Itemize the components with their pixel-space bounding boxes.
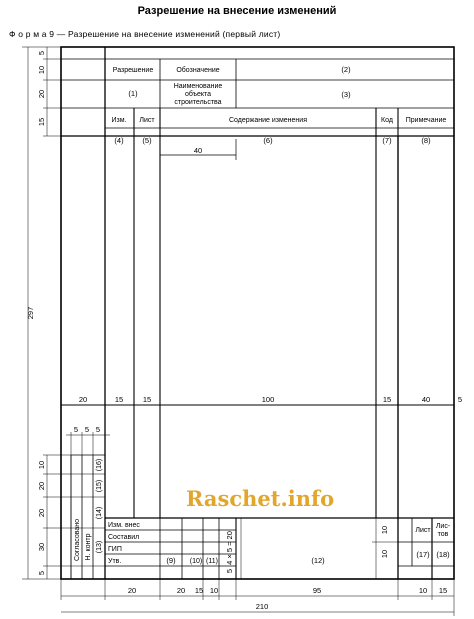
col-note: Примечание: [405, 117, 447, 124]
dim-bottom-15b: 15: [438, 586, 448, 595]
dim-col-20: 20: [78, 395, 88, 404]
stamp-sheets-l1: Лис-: [435, 523, 451, 530]
stamp-issued: Изм. внес: [108, 522, 140, 529]
dim-col-15b: 15: [142, 395, 152, 404]
dim-top-15: 15: [37, 117, 46, 127]
permit-label: Разрешение: [112, 67, 154, 74]
field-12: (12): [311, 556, 325, 565]
dim-top-20: 20: [37, 89, 46, 99]
col-code: Код: [381, 117, 393, 124]
stamp-sheets-l2: тов: [437, 531, 449, 538]
dim-bottom-15: 15: [194, 586, 204, 595]
stamp-sheet: Лист: [415, 527, 431, 534]
dim-content-40: 40: [193, 146, 203, 155]
dim-bottom-10: 10: [209, 586, 219, 595]
document-title: Разрешение на внесение изменений: [137, 5, 337, 17]
field-11: (11): [206, 558, 218, 565]
dim-5b: 5: [84, 425, 90, 434]
field-7: (7): [382, 136, 392, 145]
dim-bottom-20a: 20: [127, 586, 137, 595]
field-16: (16): [96, 458, 103, 472]
field-10: (10): [189, 558, 203, 565]
stamp-gip: ГИП: [108, 546, 122, 553]
dim-width-210: 210: [255, 602, 269, 611]
form-caption: Ф о р м а 9 — Разрешение на внесение изменений (первый лист): [9, 29, 281, 39]
field-1: (1): [128, 89, 138, 98]
dim-4x5: 4 × 5 = 20: [225, 531, 234, 565]
dim-stamp-10a: 10: [380, 525, 389, 535]
col-sheet: Лист: [139, 117, 155, 124]
dim-left-30: 30: [37, 542, 46, 552]
col-content: Содержание изменения: [228, 117, 308, 124]
dim-5c: 5: [95, 425, 101, 434]
field-2: (2): [341, 65, 351, 74]
dim-left-10: 10: [37, 460, 46, 470]
dim-height-297: 297: [26, 306, 35, 320]
field-6: (6): [263, 136, 273, 145]
dim-stamp-10b: 10: [380, 549, 389, 559]
dim-left-20b: 20: [37, 508, 46, 518]
col-change-no: Изм.: [111, 117, 127, 124]
dim-stamp-5: 5: [225, 568, 234, 574]
dim-col-100: 100: [261, 395, 275, 404]
stamp-n-control: Н. контр: [85, 533, 92, 561]
dim-col-40: 40: [421, 395, 431, 404]
field-5: (5): [142, 136, 152, 145]
object-name-line2: объекта: [184, 91, 212, 98]
dim-left-5: 5: [37, 570, 46, 576]
dim-col-5: 5: [457, 395, 463, 404]
designation-label: Обозначение: [176, 67, 220, 74]
object-name-line3: строительства: [174, 99, 222, 106]
field-4: (4): [114, 136, 124, 145]
dim-top-5: 5: [37, 50, 46, 56]
object-name-line1: Наименование: [173, 83, 223, 90]
dim-top-10: 10: [37, 65, 46, 75]
dim-col-15a: 15: [114, 395, 124, 404]
dim-bottom-20b: 20: [176, 586, 186, 595]
dim-col-15c: 15: [382, 395, 392, 404]
dim-5a: 5: [73, 425, 79, 434]
field-18: (18): [436, 550, 450, 559]
field-8: (8): [421, 136, 431, 145]
stamp-approved: Утв.: [108, 558, 122, 565]
field-17: (17): [416, 550, 430, 559]
dim-bottom-95: 95: [312, 586, 322, 595]
stamp-compiled: Составил: [108, 534, 140, 541]
watermark: Raschet.info: [186, 486, 335, 511]
field-14: (14): [96, 506, 103, 520]
field-9: (9): [166, 556, 176, 565]
field-15: (15): [96, 479, 103, 493]
field-3: (3): [341, 90, 351, 99]
dim-left-20a: 20: [37, 481, 46, 491]
dim-bottom-10b: 10: [418, 586, 428, 595]
field-13: (13): [96, 540, 103, 554]
stamp-agreed: Согласовано: [74, 518, 81, 562]
